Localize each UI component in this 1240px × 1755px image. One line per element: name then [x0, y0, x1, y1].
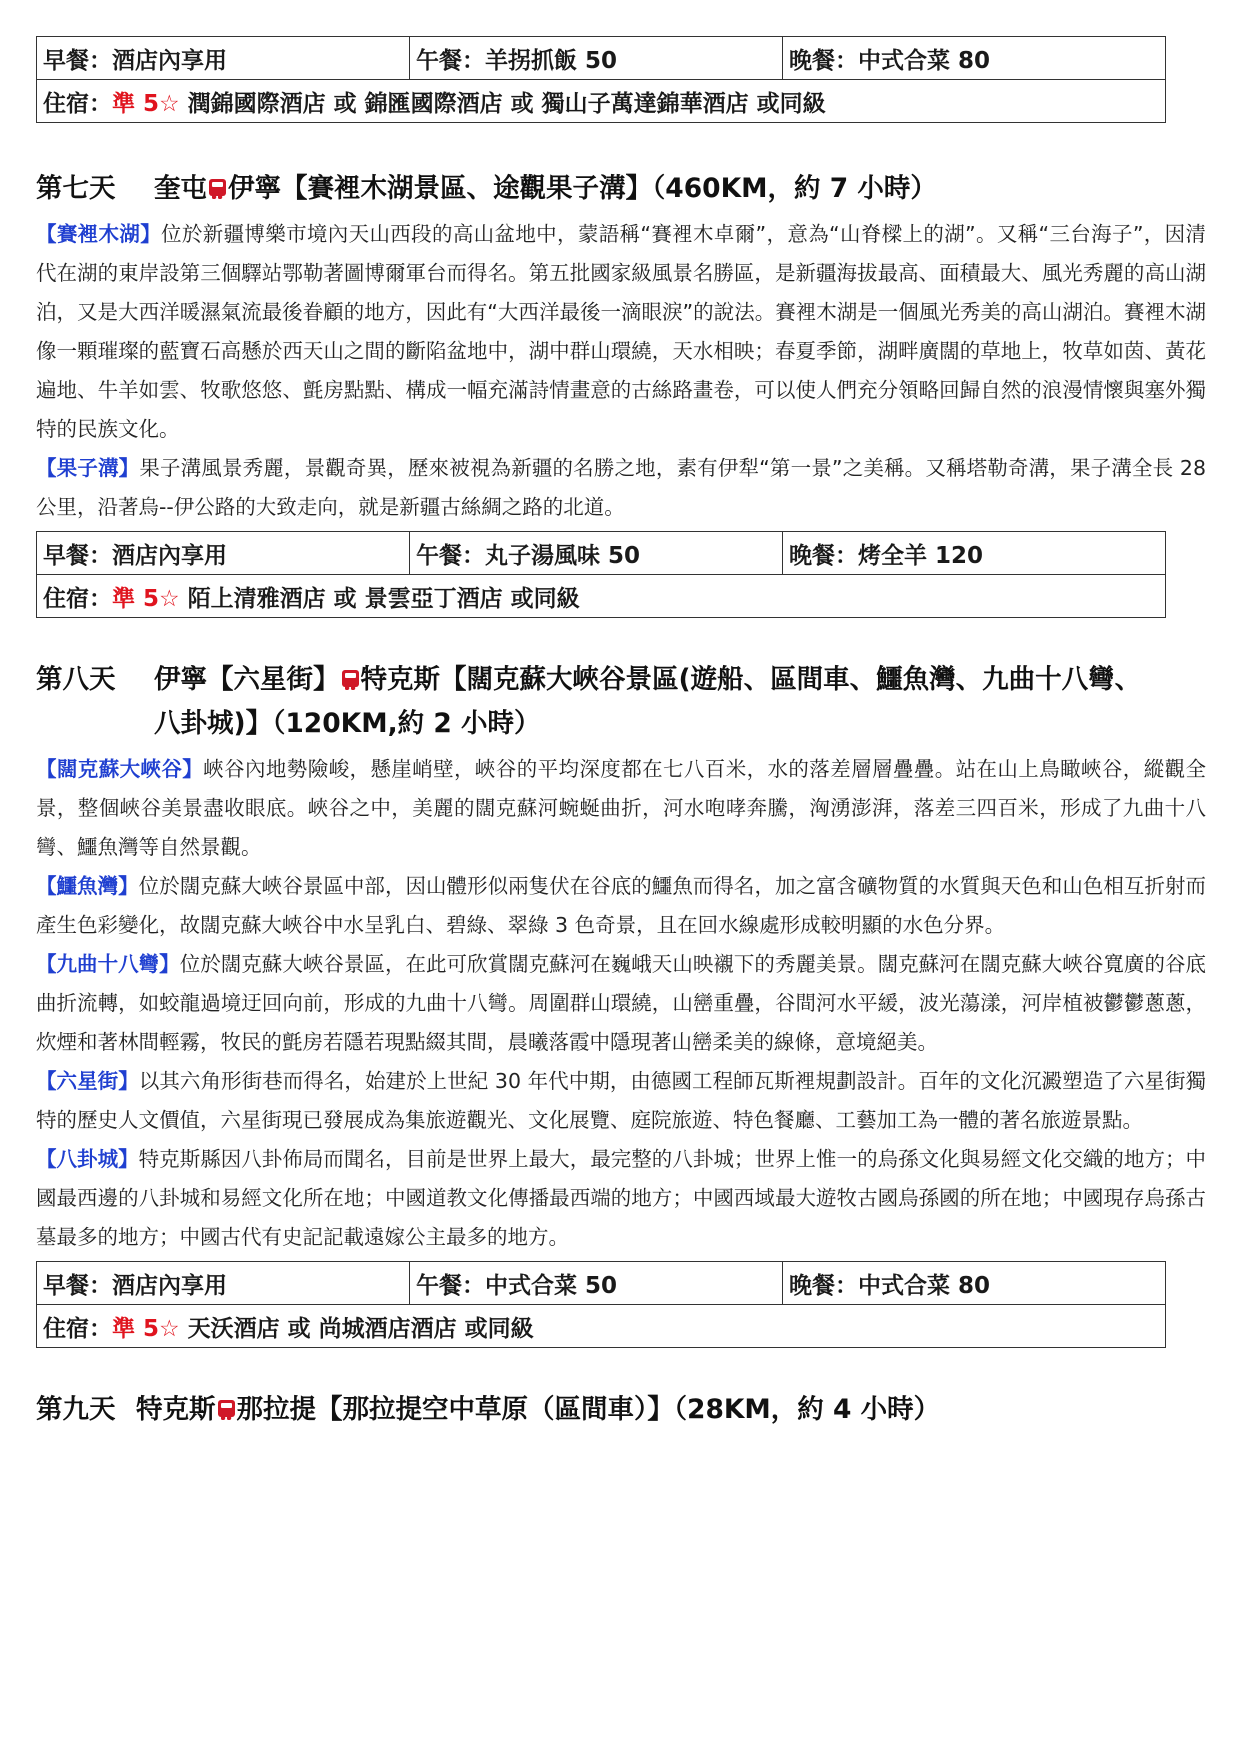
attraction-text: 以其六角形街巷而得名，始建於上世紀 30 年代中期，由德國工程師瓦斯裡規劃設計。百年的文化沉澱塑造了六星街獨特的歷史人文價值，六星街現已發展成為集旅遊觀光、文化展覽、庭院旅遊、特色餐廳、工藝加工為一體的著名旅遊景點。: [36, 1069, 1207, 1132]
route-destination-continued: 八卦城)】（120KM,約 2 小時）: [154, 708, 541, 739]
breakfast-cell: 早餐：酒店內享用: [37, 532, 410, 575]
lunch-cell: 午餐：丸子湯風味 50: [410, 532, 783, 575]
bus-icon: [342, 670, 359, 687]
bus-icon: [209, 179, 226, 196]
day9-heading: [36, 1388, 1206, 1432]
attraction-tag: 【賽裡木湖】: [36, 222, 162, 246]
route-destination: 那拉提【那拉提空中草原（區間車）】（28KM，約 4 小時）: [236, 1394, 941, 1425]
day-label: 第九天: [36, 1394, 116, 1425]
day-label: 第七天: [36, 173, 116, 204]
lunch-cell: 午餐：中式合菜 50: [410, 1262, 783, 1305]
lodging-cell: [37, 80, 1166, 123]
attraction-paragraph: [36, 750, 1206, 867]
attraction-paragraph: [36, 1062, 1206, 1140]
day8-description: [36, 750, 1206, 1257]
lodging-label: 住宿：: [43, 1315, 112, 1342]
attraction-paragraph: [36, 449, 1206, 527]
attraction-paragraph: [36, 215, 1206, 449]
meal-table-day7: [36, 531, 1166, 618]
meal-table-day6: [36, 36, 1166, 123]
star-rating: 準 5☆: [112, 1315, 180, 1342]
star-rating: 準 5☆: [112, 585, 180, 612]
attraction-tag: 【八卦城】: [36, 1147, 139, 1171]
lunch-cell: 午餐：羊拐抓飯 50: [410, 37, 783, 80]
bus-icon: [218, 1400, 235, 1417]
breakfast-cell: 早餐：酒店內享用: [37, 1262, 410, 1305]
route-destination: 伊寧【賽裡木湖景區、途觀果子溝】（460KM，約 7 小時）: [228, 173, 937, 204]
day7-heading: [36, 167, 1206, 211]
attraction-tag: 【闊克蘇大峽谷】: [36, 757, 204, 781]
star-rating: 準 5☆: [112, 90, 180, 117]
attraction-tag: 【九曲十八彎】: [36, 952, 180, 976]
route-origin: 奎屯: [154, 173, 207, 204]
attraction-text: 果子溝風景秀麗，景觀奇異，歷來被視為新疆的名勝之地，素有伊犁“第一景”之美稱。又稱塔勒奇溝，果子溝全長 28 公里，沿著烏--伊公路的大致走向，就是新疆古絲綢之路的北道。: [36, 456, 1207, 519]
attraction-text: 位於闊克蘇大峽谷景區中部，因山體形似兩隻伏在谷底的鱷魚而得名，加之富含礦物質的水質與天色和山色相互折射而產生色彩變化，故闊克蘇大峽谷中水呈乳白、碧綠、翠綠 3 色奇景，且在回水線處形成較明顯的水色分界。: [36, 874, 1207, 937]
lodging-cell: [37, 575, 1166, 618]
route-destination: 特克斯【闊克蘇大峽谷景區(遊船、區間車、鱷魚灣、九曲十八彎、: [360, 664, 1142, 695]
route-origin: 特克斯: [136, 1394, 216, 1425]
attraction-text: 位於闊克蘇大峽谷景區，在此可欣賞闊克蘇河在巍峨天山映襯下的秀麗美景。闊克蘇河在闊克蘇大峽谷寬廣的谷底曲折流轉，如蛟龍過境迂回向前，形成的九曲十八彎。周圍群山環繞，山巒重疊，谷間河水平緩，波光蕩漾，河岸植被鬱鬱蔥蔥，炊煙和著林間輕霧，牧民的氈房若隱若現點綴其間，晨曦落霞中隱現著山巒柔美的線條，意境絕美。: [36, 952, 1206, 1054]
lodging-label: 住宿：: [43, 90, 112, 117]
itinerary-page: [36, 36, 1206, 1432]
dinner-cell: 晚餐：中式合菜 80: [783, 37, 1166, 80]
attraction-paragraph: [36, 1140, 1206, 1257]
lodging-hotels: 陌上清雅酒店 或 景雲亞丁酒店 或同級: [179, 585, 580, 612]
attraction-text: 峽谷內地勢險峻，懸崖峭壁，峽谷的平均深度都在七八百米，水的落差層層疊疊。站在山上鳥瞰峽谷，縱觀全景，整個峽谷美景盡收眼底。峽谷之中，美麗的闊克蘇河蜿蜒曲折，河水咆哮奔騰，洶湧澎湃，落差三四百米，形成了九曲十八彎、鱷魚灣等自然景觀。: [36, 757, 1207, 859]
attraction-text: 位於新疆博樂市境內天山西段的高山盆地中，蒙語稱“賽裡木卓爾”，意為“山脊樑上的湖”。又稱“三台海子”，因清代在湖的東岸設第三個驛站鄂勒著圖博爾軍台而得名。第五批國家級風景名勝區，是新疆海拔最高、面積最大、風光秀麗的高山湖泊，又是大西洋暖濕氣流最後眷顧的地方，因此有“大西洋最後一滴眼淚”的說法。賽裡木湖是一個風光秀美的高山湖泊。賽裡木湖像一顆璀璨的藍寶石高懸於西天山之間的斷陷盆地中，湖中群山環繞，天水相映；春夏季節，湖畔廣闊的草地上，牧草如茵、黃花遍地、牛羊如雲、牧歌悠悠、氈房點點、構成一幅充滿詩情畫意的古絲路畫卷，可以使人們充分領略回歸自然的浪漫情懷與塞外獨特的民族文化。: [36, 222, 1206, 441]
lodging-label: 住宿：: [43, 585, 112, 612]
dinner-cell: 晚餐：中式合菜 80: [783, 1262, 1166, 1305]
dinner-cell: 晚餐：烤全羊 120: [783, 532, 1166, 575]
day8-heading: [36, 658, 1206, 746]
day7-description: [36, 215, 1206, 527]
lodging-hotels: 天沃酒店 或 尚城酒店酒店 或同級: [179, 1315, 534, 1342]
attraction-paragraph: [36, 945, 1206, 1062]
day-label: 第八天: [36, 664, 116, 695]
attraction-tag: 【果子溝】: [36, 456, 140, 480]
lodging-cell: [37, 1305, 1166, 1348]
route-origin: 伊寧【六星街】: [154, 664, 340, 695]
lodging-hotels: 潤錦國際酒店 或 錦匯國際酒店 或 獨山子萬達錦華酒店 或同級: [179, 90, 826, 117]
meal-table-day8: [36, 1261, 1166, 1348]
attraction-tag: 【鱷魚灣】: [36, 874, 139, 898]
attraction-paragraph: [36, 867, 1206, 945]
attraction-text: 特克斯縣因八卦佈局而聞名，目前是世界上最大，最完整的八卦城；世界上惟一的烏孫文化與易經文化交織的地方；中國最西邊的八卦城和易經文化所在地；中國道教文化傳播最西端的地方；中國西域最大遊牧古國烏孫國的所在地；中國現存烏孫古墓最多的地方；中國古代有史記記載遠嫁公主最多的地方。: [36, 1147, 1207, 1249]
attraction-tag: 【六星街】: [36, 1069, 139, 1093]
breakfast-cell: 早餐：酒店內享用: [37, 37, 410, 80]
